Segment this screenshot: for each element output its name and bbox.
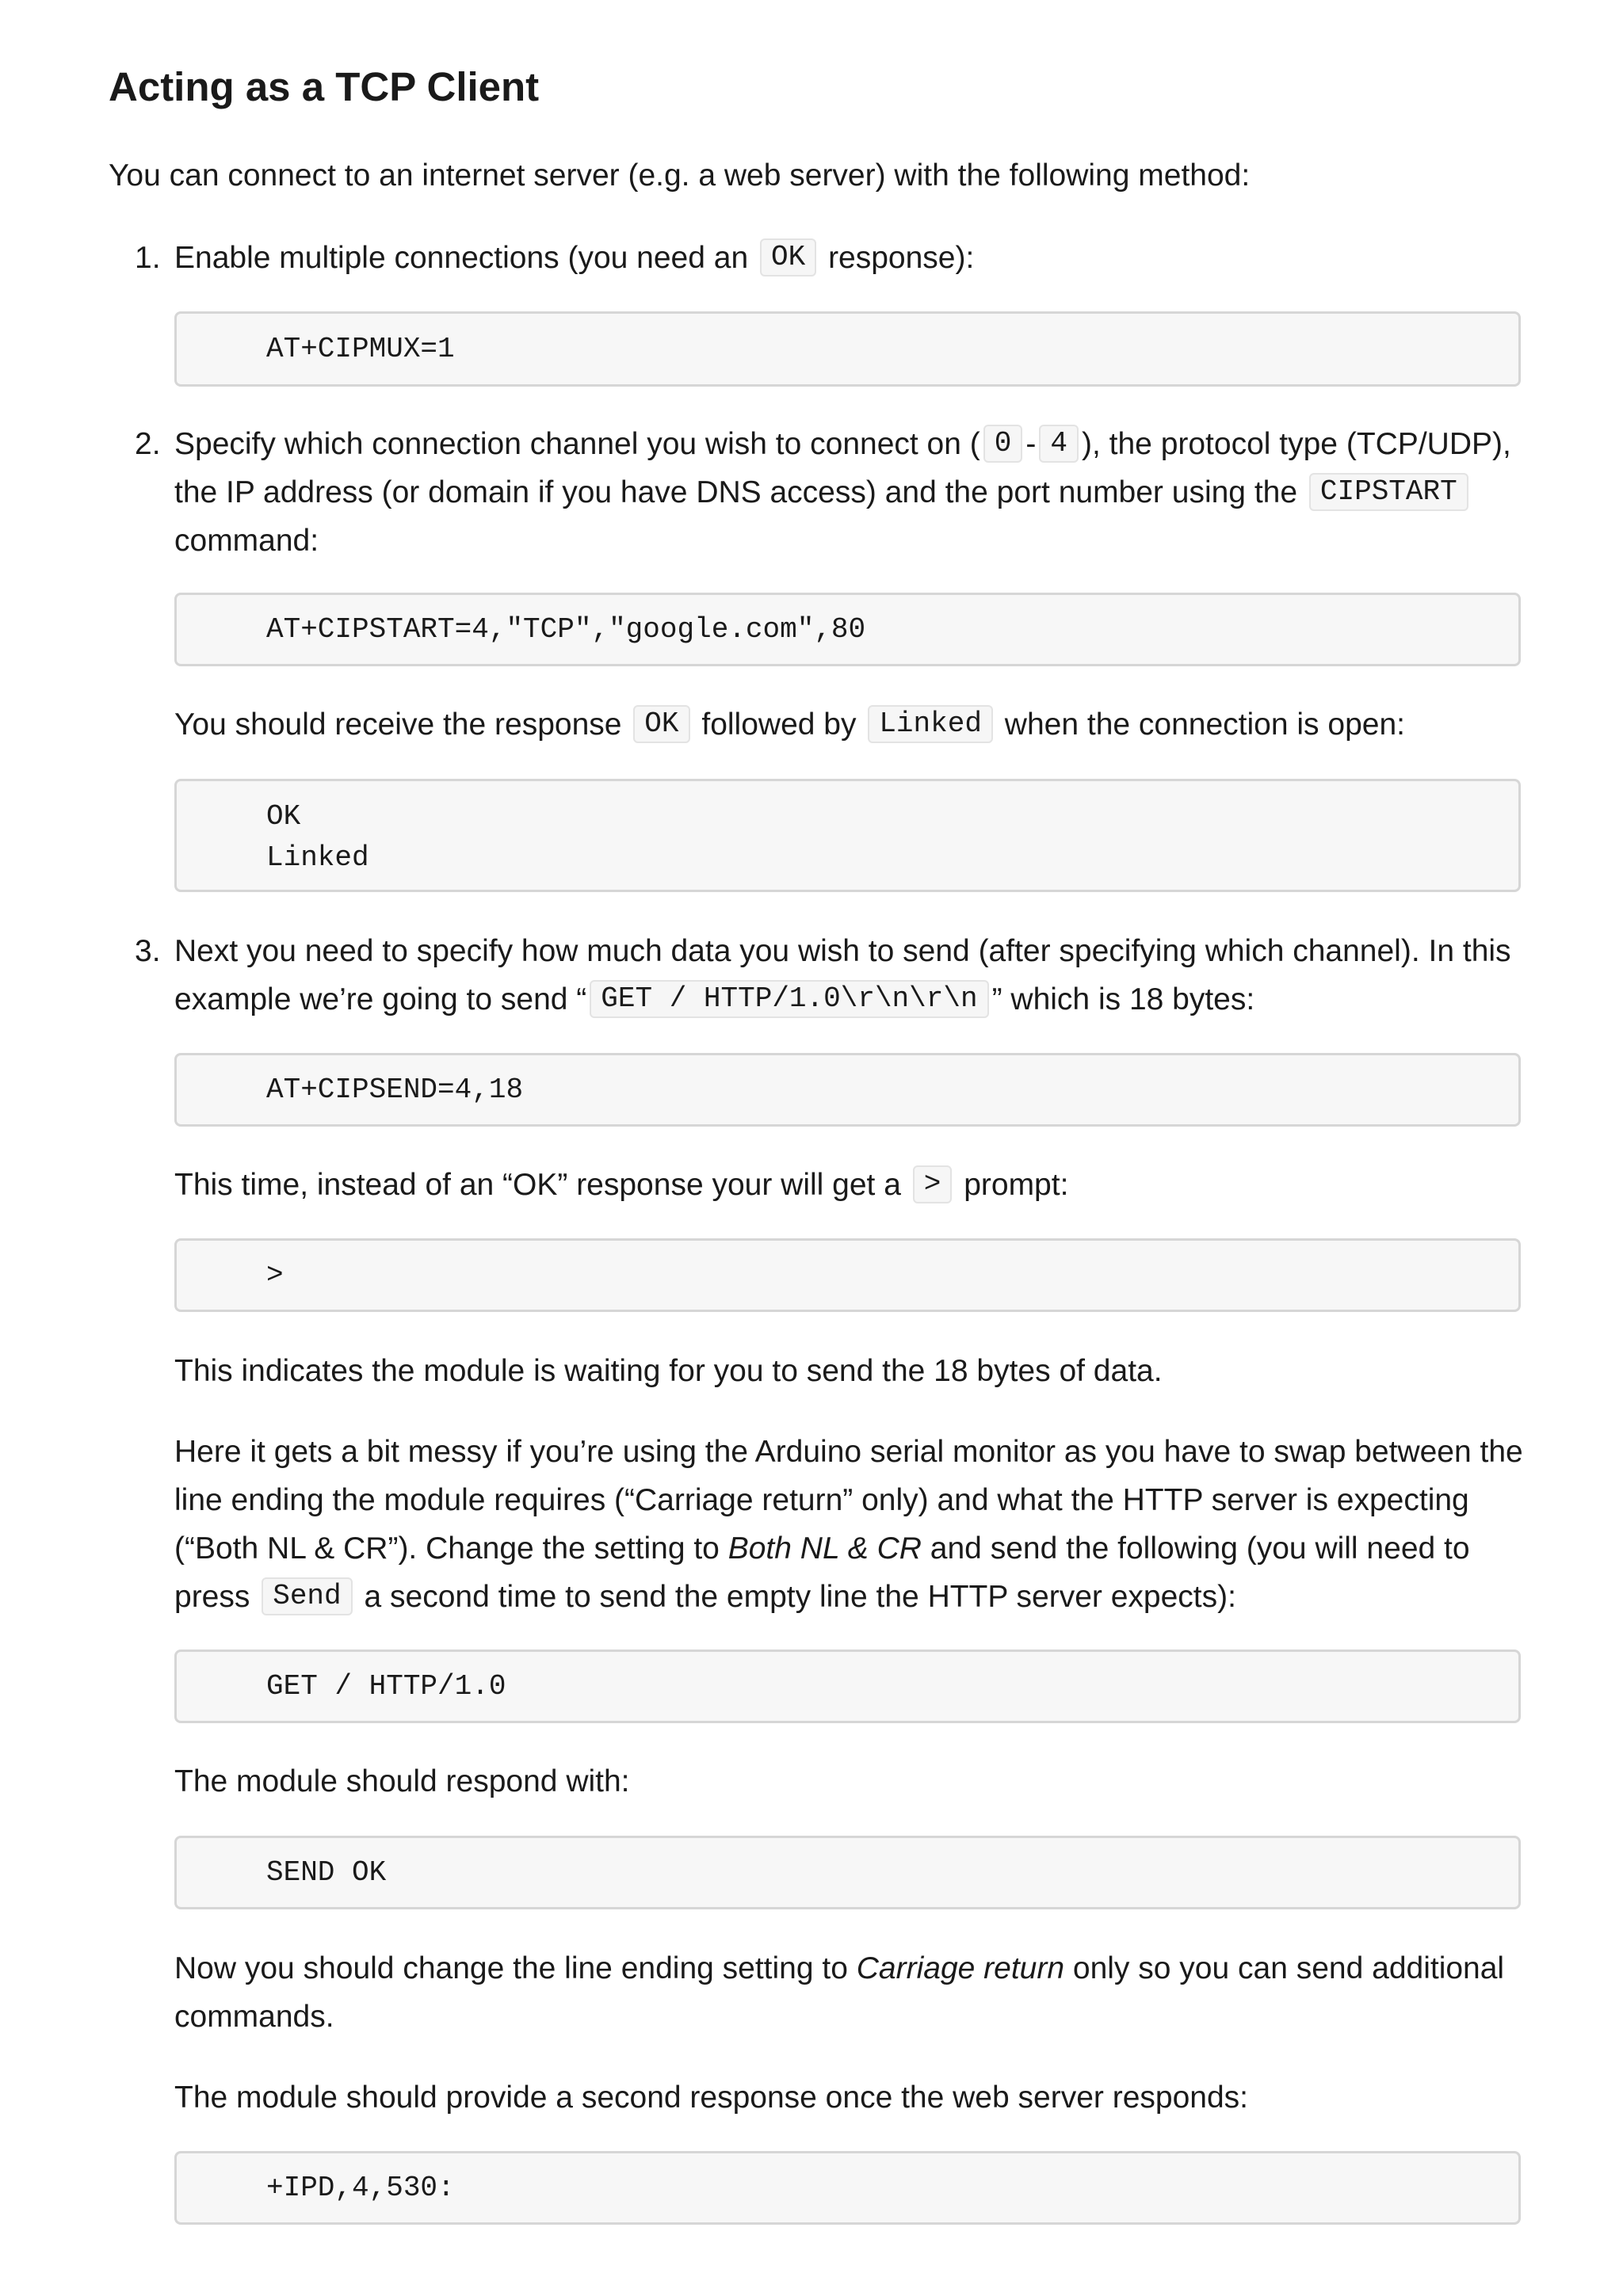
code-text: AT+CIPSTART=4,"TCP","google.com",80 <box>266 613 866 646</box>
step-2-line-1: Specify which connection channel you wish to connect on ( 0 - 4 ), the protocol type (TCP/UDP), <box>174 420 1511 468</box>
change-line-1: Now you should change the line ending setting to Carriage return only so you can send additional <box>174 1951 1505 1985</box>
code-block-get <box>174 1650 1521 1723</box>
code-block-cipsend <box>174 1053 1521 1127</box>
step-2-line-2: the IP address (or domain if you have DNS access) and the port number using the CIPSTART <box>174 468 1472 517</box>
code-text: > <box>266 1259 284 1291</box>
inline-code-cipstart: CIPSTART <box>1309 473 1468 511</box>
inline-code-0: 0 <box>983 425 1023 463</box>
intro-text: You can connect to an internet server (e.g. a web server) with the following method: <box>109 158 1251 193</box>
inline-code-get-request: GET / HTTP/1.0\r\n\r\n <box>590 980 988 1018</box>
second-response-text: The module should provide a second response once the web server responds: <box>174 2081 1248 2115</box>
code-block-cipmux <box>174 311 1521 387</box>
inline-code-send: Send <box>262 1577 352 1615</box>
step-2-line-3: command: <box>174 524 319 558</box>
messy-line-1: Here it gets a bit messy if you’re using the Arduino serial monitor as you have to swap between the <box>174 1435 1523 1469</box>
code-text: +IPD,4,530: <box>266 2172 455 2204</box>
code-text: AT+CIPMUX=1 <box>266 333 455 365</box>
inline-code-prompt: > <box>913 1165 953 1203</box>
inline-code-linked: Linked <box>868 705 993 743</box>
code-text: OK Linked <box>266 800 369 874</box>
inline-code-ok: OK <box>760 238 816 277</box>
messy-line-2: line ending the module requires (“Carriage return” only) and what the HTTP server is expecting <box>174 1483 1469 1517</box>
respond-text: The module should respond with: <box>174 1764 630 1798</box>
code-block-ipd <box>174 2151 1521 2225</box>
code-text: GET / HTTP/1.0 <box>266 1670 506 1703</box>
messy-line-3: (“Both NL & CR”). Change the setting to Both NL & CR and send the following (you will need to <box>174 1531 1470 1566</box>
inline-code-ok: OK <box>633 705 689 743</box>
step-2-number: 2. <box>135 427 161 461</box>
step-2-response-text: You should receive the response OK followed by Linked when the connection is open: <box>174 700 1405 749</box>
code-block-ok-linked <box>174 779 1521 892</box>
code-block-send-ok <box>174 1836 1521 1909</box>
code-block-prompt <box>174 1238 1521 1312</box>
code-block-cipstart <box>174 593 1521 666</box>
messy-line-4: press Send a second time to send the empty line the HTTP server expects): <box>174 1573 1236 1621</box>
code-text: AT+CIPSEND=4,18 <box>266 1074 524 1106</box>
step-1-text: Enable multiple connections (you need an OK response): <box>174 234 974 282</box>
prompt-text: This time, instead of an “OK” response your will get a > prompt: <box>174 1161 1068 1209</box>
inline-code-4: 4 <box>1039 425 1079 463</box>
step-3-line-2: example we’re going to send “ GET / HTTP/1.0\r\n\r\n ” which is 18 bytes: <box>174 975 1254 1024</box>
step-3-number: 3. <box>135 934 161 968</box>
waiting-text: This indicates the module is waiting for you to send the 18 bytes of data. <box>174 1354 1163 1388</box>
section-heading: Acting as a TCP Client <box>109 64 540 109</box>
step-1-number: 1. <box>135 241 161 275</box>
step-3-line-1: Next you need to specify how much data you wish to send (after specifying which channel). In this <box>174 934 1511 968</box>
change-line-2: commands. <box>174 2000 334 2034</box>
code-text: SEND OK <box>266 1856 387 1889</box>
